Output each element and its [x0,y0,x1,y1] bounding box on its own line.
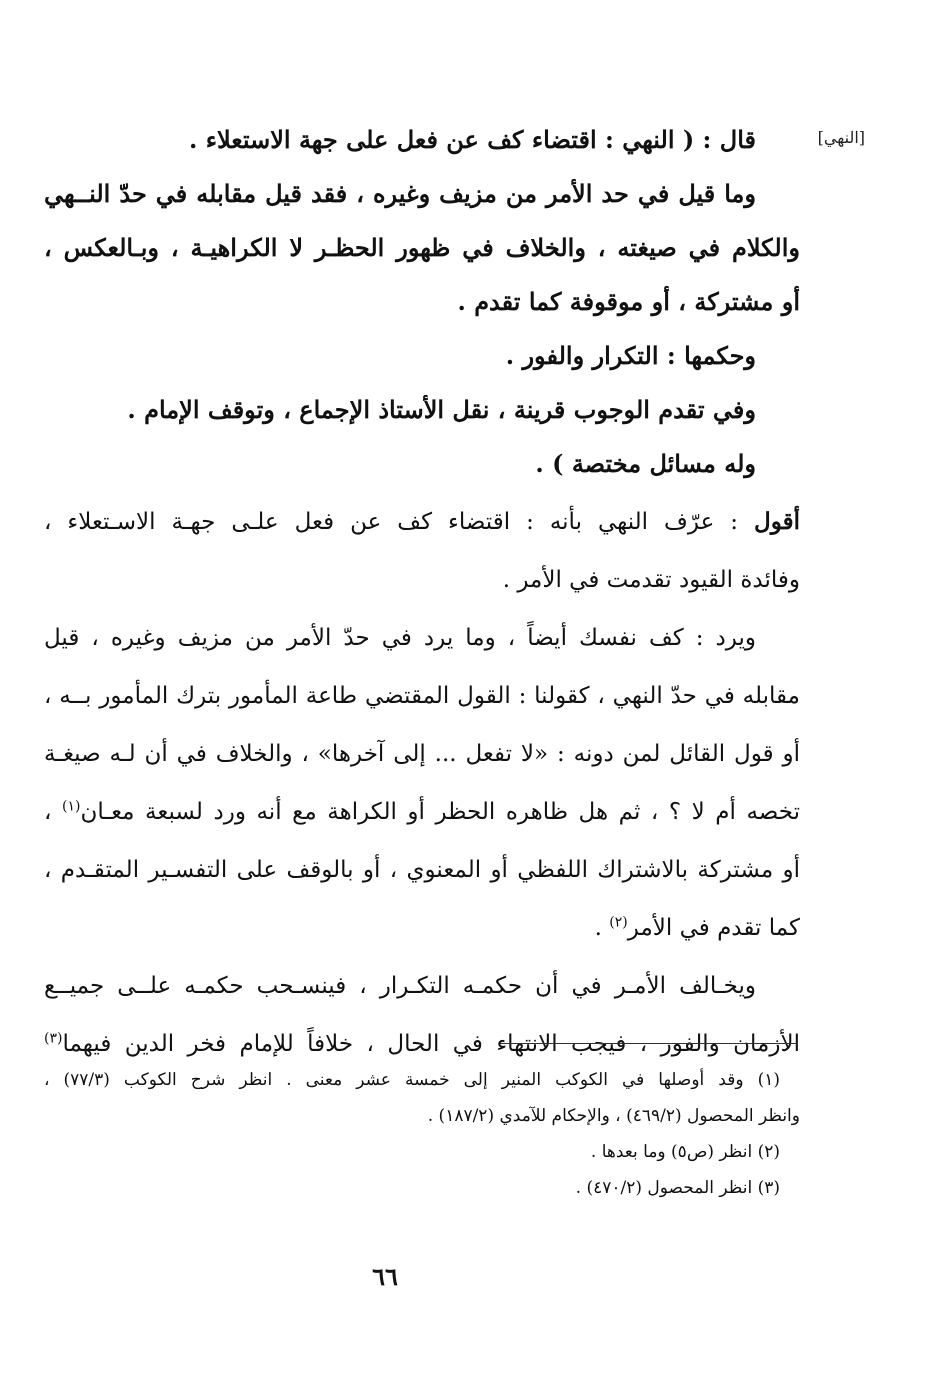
footnotes [44,1062,800,1206]
matn-text [44,113,800,491]
sharh-line-rest: : عرّف النهي بأنه : اقتضاء كف عن فعل علـى جهـة الاسـتعلاء ، [44,509,755,535]
page-number: ٦٦ [372,1262,398,1291]
sharh-line [44,493,800,551]
matn-line: والكلام في صيغته ، والخلاف في ظهور الحظـر لا الكراهيـة ، وبـالعكس ، [44,233,800,262]
matn-line: وما قيل في حد الأمر من مزيف وغيره ، فقد قيل مقابله في حدّ النــهي [44,179,756,208]
footnote-marker: (٢) [609,914,628,931]
footnote-marker: (٣) [44,1030,63,1047]
footnote: (١) وقد أوصلها في الكوكب المنير إلى خمسة عشر معنى . انظر شرح الكوكب (٧٧/٣) ، [44,1070,780,1090]
sharh-line: ويرد : كف نفسك أيضاً ، وما يرد في حدّ الأمر من مزيف وغيره ، قيل [44,625,756,651]
matn-line: وفي تقدم الوجوب قرينة ، نقل الأستاذ الإجماع ، وتوقف الإمام . [127,395,756,424]
margin-heading: [النهي] [817,128,865,147]
matn-line: أو مشتركة ، أو موقوفة كما تقدم . [457,287,800,316]
sharh-line-text: الأزمان والفور ، فيجب الانتهاء في الحال ، خلافاً للإمام فخر الدين فيهما [62,1031,800,1057]
sharh-line-text: تخصه أم لا ؟ ، ثم هل ظاهره الحظر أو الكراهة مع أنه ورد لسبعة معـان [80,799,800,825]
sharh-line-end: . [594,915,610,941]
footnote: (٣) انظر المحصول (٤٧٠/٢) . [575,1178,780,1198]
lead-word: أقول [754,508,800,535]
sharh-line-end: ، [44,799,62,825]
matn-line: وله مسائل مختصة ) . [535,449,756,478]
sharh-line: ويخـالف الأمـر في أن حكمـه التكـرار ، فينسـحب حكمـه علــى جميــع [44,973,756,999]
footnote-continuation: وانظر المحصول (٤٦٩/٢) ، والإحكام للآمدي (١٨٧/٢) . [427,1106,800,1126]
sharh-line: مقابله في حدّ النهي ، كقولنا : القول المقتضي طاعة المأمور بترك المأمور بــه ، [44,683,800,709]
sharh-line [44,783,800,841]
footnote-separator [500,1043,798,1044]
sharh-line: وفائدة القيود تقدمت في الأمر . [502,567,800,593]
matn-line: وحكمها : التكرار والفور . [505,341,756,370]
sharh-line-text: كما تقدم في الأمر [627,915,800,941]
sharh-line: أو مشتركة بالاشتراك اللفظي أو المعنوي ، أو بالوقف على التفسـير المتقـدم ، [44,857,800,883]
footnote: (٢) انظر (ص٥) وما بعدها . [590,1142,780,1162]
sharh-line [44,899,800,957]
sharh-line: أو قول القائل لمن دونه : «لا تفعل ... إلى آخرها» ، والخلاف في أن لـه صيغـة [44,741,800,767]
matn-line: قال : ( النهي : اقتضاء كف عن فعل على جهة الاستعلاء . [188,125,756,154]
footnote-marker: (١) [61,798,81,815]
sharh-text [44,493,800,1073]
